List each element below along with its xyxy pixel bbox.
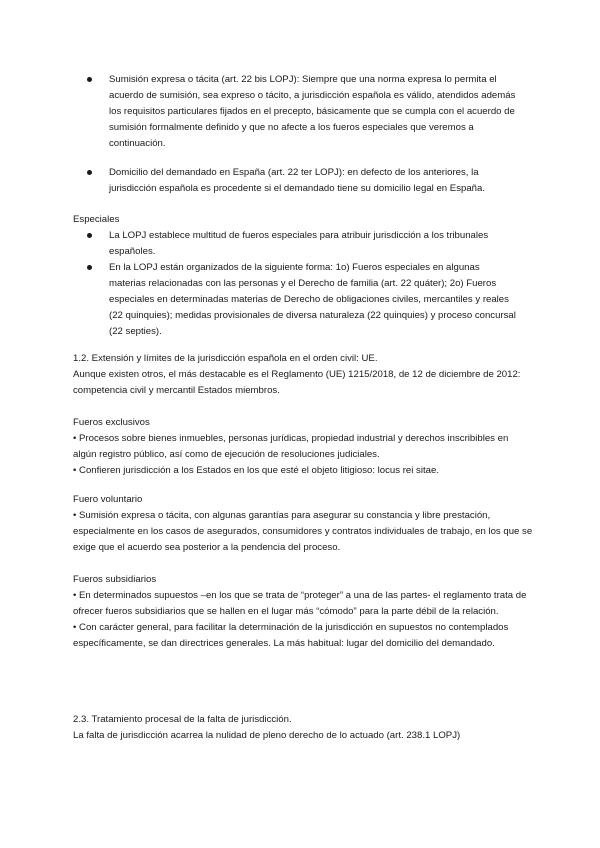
bullet-dot (87, 170, 92, 175)
bullet-sumision (109, 72, 519, 152)
section-heading: 1.2. Extensión y límites de la jurisdicción española en el orden civil: UE. (73, 353, 378, 364)
bullet-dot (87, 77, 92, 82)
bullet-domicilio (109, 165, 519, 197)
fueros-subsidiarios (73, 572, 533, 652)
paragraph-line: • Confieren jurisdicción a los Estados en los que esté el objeto litigioso: locus rei sitae. (73, 465, 439, 476)
paragraph-line: • En determinados supuestos –en los que se trata de “proteger” a una de las partes- el reglamento trata de ofrecer fueros subsidiarios que se hallen en el lugar más “cómodo” para la parte débil de la relación. (73, 590, 527, 617)
bullet-dot (87, 233, 92, 238)
section-text: Aunque existen otros, el más destacable es el Reglamento (UE) 1215/2018, de 12 de diciembre de 2012: competencia civil y mercantil Estados miembros. (73, 369, 521, 396)
section-text: La falta de jurisdicción acarrea la nulidad de pleno derecho de lo actuado (art. 238.1 LOPJ) (73, 730, 461, 741)
fueros-exclusivos (73, 415, 533, 479)
paragraph-line: • Procesos sobre bienes inmuebles, personas jurídicas, propiedad industrial y derechos inscribibles en algún registro público, así como de ejecución de resoluciones judiciales. (73, 433, 509, 460)
bullet-especiales-1 (109, 228, 519, 260)
bullet-dot (87, 265, 92, 270)
subheading: Fueros subsidiarios (73, 574, 157, 585)
subheading: Fueros exclusivos (73, 417, 150, 428)
section-heading: 2.3. Tratamiento procesal de la falta de jurisdicción. (73, 714, 292, 725)
paragraph-line: • Sumisión expresa o tácita, con algunas garantías para asegurar su constancia y libre prestación, especialmente en los casos de asegurados, consumidores y contratos individuales de trabajo, en los que se exige que el acuerdo sea posterior a la pendencia del proceso. (73, 510, 533, 553)
paragraph-line: • Con carácter general, para facilitar la determinación de la jurisdicción en supuestos no contemplados específicamente, se dan directrices generales. La más habitual: lugar del domicilio del demandado. (73, 622, 509, 649)
bullet-text: Domicilio del demandado en España (art. 22 ter LOPJ): en defecto de los anteriores, la jurisdicción española es procedente si el demandado tiene su domicilio legal en España. (109, 167, 485, 194)
bullet-especiales-2 (109, 260, 519, 340)
bullet-text: La LOPJ establece multitud de fueros especiales para atribuir jurisdicción a los tribunales españoles. (109, 230, 489, 257)
subheading: Fuero voluntario (73, 494, 143, 505)
section-1-2 (73, 351, 533, 399)
heading-especiales: Especiales (73, 214, 120, 225)
bullet-text: Sumisión expresa o tácita (art. 22 bis LOPJ): Siempre que una norma expresa lo permita el acuerdo de sumisión, sea expreso o tácito, a jurisdicción española es válido, atendidos además los requisitos particulares fijados en el precepto, básicamente que se cumpla con el acuerdo de sumisión formalmente definido y que no afecte a los fueros especiales que veremos a continuación. (109, 74, 516, 149)
section-2-3 (73, 712, 533, 744)
bullet-text: En la LOPJ están organizados de la siguiente forma: 1o) Fueros especiales en algunas materias relacionadas con las personas y el Derecho de familia (art. 22 quáter); 2o) Fueros especiales en determinadas materias de Derecho de obligaciones civiles, mercantiles y reales (22 quinquies); medidas provisionales de diversa naturaleza (22 quinquies) y proceso concursal (22 septies). (109, 262, 516, 337)
fuero-voluntario (73, 492, 533, 556)
